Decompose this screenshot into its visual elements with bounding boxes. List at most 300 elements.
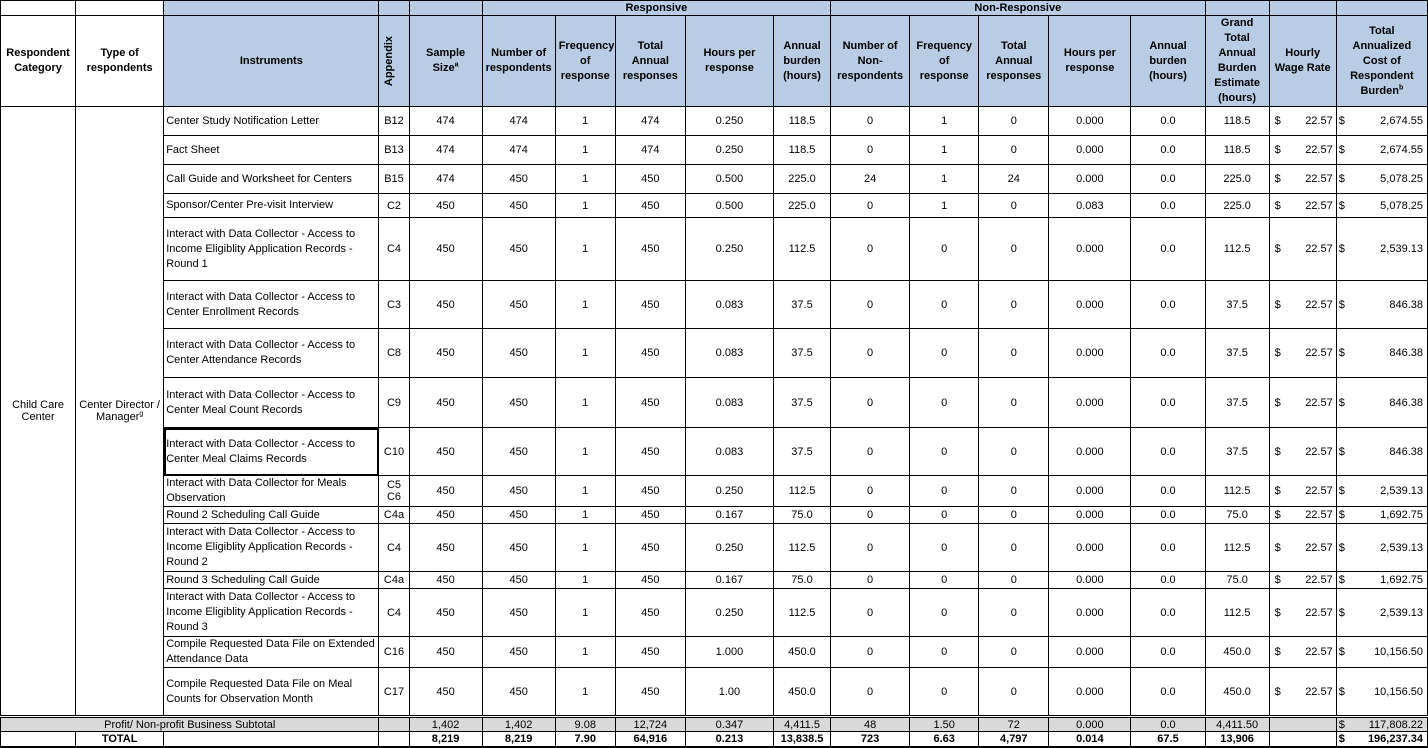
sample-cell: 450 bbox=[409, 637, 482, 668]
n-total-cell: 0 bbox=[979, 378, 1049, 428]
n-burden-cell: 0.0 bbox=[1131, 428, 1205, 476]
r-burden-cell: 450.0 bbox=[773, 668, 830, 717]
currency-symbol: $ bbox=[1336, 107, 1356, 136]
cost-cell: 2,539.13 bbox=[1356, 476, 1427, 507]
r-freq-cell: 1 bbox=[555, 428, 615, 476]
total-row[interactable] bbox=[1, 732, 1428, 747]
cost-cell: 1,692.75 bbox=[1356, 507, 1427, 524]
n-hours-cell: 0.000 bbox=[1049, 476, 1131, 507]
n-freq-cell: 1 bbox=[910, 136, 979, 165]
currency-symbol: $ bbox=[1336, 717, 1356, 732]
n-num-cell: 0 bbox=[831, 329, 910, 378]
n-total-cell: 0 bbox=[979, 524, 1049, 572]
appendix-cell: C10 bbox=[379, 428, 409, 476]
n-hours-cell: 0.000 bbox=[1049, 136, 1131, 165]
r-hours-cell: 0.083 bbox=[685, 378, 773, 428]
n-burden-cell: 0.0 bbox=[1131, 218, 1205, 281]
r-total-cell: 474 bbox=[615, 107, 685, 136]
r-num-cell: 450 bbox=[482, 524, 555, 572]
table-body bbox=[1, 107, 1428, 747]
wage-cell: 22.57 bbox=[1291, 107, 1336, 136]
n-total-cell: 0 bbox=[979, 589, 1049, 637]
r-hours-cell: 0.167 bbox=[685, 572, 773, 589]
appendix-cell: C2 bbox=[379, 194, 409, 218]
cost-cell: 1,692.75 bbox=[1356, 572, 1427, 589]
n-hours-cell: 0.000 bbox=[1049, 572, 1131, 589]
appendix-cell: B13 bbox=[379, 136, 409, 165]
cost-cell: 2,674.55 bbox=[1356, 107, 1427, 136]
cost-cell: 846.38 bbox=[1356, 428, 1427, 476]
grand-cell: 37.5 bbox=[1205, 281, 1269, 329]
subtotal-row[interactable] bbox=[1, 717, 1428, 732]
table-row[interactable] bbox=[1, 218, 1428, 281]
currency-symbol: $ bbox=[1336, 218, 1356, 281]
r-num-cell: 450 bbox=[482, 194, 555, 218]
appendix-cell: B12 bbox=[379, 107, 409, 136]
table-row[interactable] bbox=[1, 378, 1428, 428]
r-burden-cell: 37.5 bbox=[773, 329, 830, 378]
wage-cell: 22.57 bbox=[1291, 589, 1336, 637]
grand-cell: 75.0 bbox=[1205, 572, 1269, 589]
header-total-cost bbox=[1336, 16, 1427, 107]
subtotal-r-burden: 4,411.5 bbox=[773, 717, 830, 732]
wage-cell: 22.57 bbox=[1291, 136, 1336, 165]
wage-cell: 22.57 bbox=[1291, 378, 1336, 428]
currency-symbol: $ bbox=[1269, 329, 1291, 378]
total-sample: 8,219 bbox=[409, 732, 482, 747]
r-freq-cell: 1 bbox=[555, 378, 615, 428]
cost-cell: 5,078.25 bbox=[1356, 194, 1427, 218]
r-total-cell: 450 bbox=[615, 281, 685, 329]
grand-cell: 37.5 bbox=[1205, 329, 1269, 378]
table-row[interactable] bbox=[1, 524, 1428, 572]
wage-cell: 22.57 bbox=[1291, 329, 1336, 378]
subtotal-label: Profit/ Non-profit Business Subtotal bbox=[1, 717, 379, 732]
sample-cell: 450 bbox=[409, 524, 482, 572]
currency-symbol: $ bbox=[1269, 165, 1291, 194]
subtotal-grand: 4,411.50 bbox=[1205, 717, 1269, 732]
header-blank bbox=[1269, 1, 1336, 16]
currency-symbol: $ bbox=[1336, 637, 1356, 668]
table-row[interactable] bbox=[1, 668, 1428, 717]
r-total-cell: 450 bbox=[615, 572, 685, 589]
r-hours-cell: 0.083 bbox=[685, 329, 773, 378]
r-burden-cell: 37.5 bbox=[773, 281, 830, 329]
subtotal-n-total: 72 bbox=[979, 717, 1049, 732]
header-resp-total-annual: Total Annual responses bbox=[615, 16, 685, 107]
n-num-cell: 0 bbox=[831, 476, 910, 507]
table-row[interactable] bbox=[1, 329, 1428, 378]
header-blank bbox=[1336, 1, 1427, 16]
r-freq-cell: 1 bbox=[555, 572, 615, 589]
n-freq-cell: 0 bbox=[910, 572, 979, 589]
r-freq-cell: 1 bbox=[555, 136, 615, 165]
respondent-category-cell: Child Care Center bbox=[1, 107, 76, 717]
currency-symbol: $ bbox=[1336, 194, 1356, 218]
r-hours-cell: 0.500 bbox=[685, 165, 773, 194]
r-freq-cell: 1 bbox=[555, 107, 615, 136]
total-grand: 13,906 bbox=[1205, 732, 1269, 747]
currency-symbol: $ bbox=[1336, 281, 1356, 329]
cost-cell: 10,156.50 bbox=[1356, 637, 1427, 668]
r-num-cell: 450 bbox=[482, 378, 555, 428]
subtotal-r-hours: 0.347 bbox=[685, 717, 773, 732]
r-num-cell: 474 bbox=[482, 107, 555, 136]
n-total-cell: 0 bbox=[979, 281, 1049, 329]
n-burden-cell: 0.0 bbox=[1131, 637, 1205, 668]
subtotal-r-total: 12,724 bbox=[615, 717, 685, 732]
header-responsive-group: Responsive bbox=[482, 1, 830, 16]
r-freq-cell: 1 bbox=[555, 637, 615, 668]
table-row[interactable] bbox=[1, 507, 1428, 524]
r-freq-cell: 1 bbox=[555, 476, 615, 507]
subtotal-n-num: 48 bbox=[831, 717, 910, 732]
header-resp-hours: Hours per response bbox=[685, 16, 773, 107]
n-burden-cell: 0.0 bbox=[1131, 136, 1205, 165]
sample-cell: 450 bbox=[409, 589, 482, 637]
instrument-cell: Interact with Data Collector - Access to Income Eligiblity Application Records - Round 1 bbox=[164, 218, 379, 281]
r-num-cell: 450 bbox=[482, 589, 555, 637]
currency-symbol: $ bbox=[1336, 165, 1356, 194]
table-row[interactable] bbox=[1, 637, 1428, 668]
instrument-cell: Interact with Data Collector - Access to Center Attendance Records bbox=[164, 329, 379, 378]
total-r-hours: 0.213 bbox=[685, 732, 773, 747]
appendix-cell: C17 bbox=[379, 668, 409, 717]
subtotal-r-num: 1,402 bbox=[482, 717, 555, 732]
total-cost: 196,237.34 bbox=[1356, 732, 1427, 747]
header-resp-burden: Annual burden (hours) bbox=[773, 16, 830, 107]
n-freq-cell: 0 bbox=[910, 476, 979, 507]
n-num-cell: 0 bbox=[831, 136, 910, 165]
r-burden-cell: 450.0 bbox=[773, 637, 830, 668]
r-hours-cell: 0.250 bbox=[685, 107, 773, 136]
r-num-cell: 450 bbox=[482, 428, 555, 476]
header-total-cost-text: Total Annualized Cost of Respondent Burden bbox=[1350, 24, 1414, 97]
r-total-cell: 450 bbox=[615, 165, 685, 194]
r-burden-cell: 75.0 bbox=[773, 507, 830, 524]
instrument-cell: Compile Requested Data File on Extended Attendance Data bbox=[164, 637, 379, 668]
r-total-cell: 450 bbox=[615, 507, 685, 524]
footnote-a: a bbox=[454, 61, 459, 69]
n-total-cell: 24 bbox=[979, 165, 1049, 194]
header-appendix-text: Appendix bbox=[383, 35, 396, 87]
n-burden-cell: 0.0 bbox=[1131, 165, 1205, 194]
n-hours-cell: 0.000 bbox=[1049, 165, 1131, 194]
r-hours-cell: 0.250 bbox=[685, 136, 773, 165]
r-hours-cell: 0.167 bbox=[685, 507, 773, 524]
appendix-cell: C4 bbox=[379, 524, 409, 572]
n-freq-cell: 0 bbox=[910, 524, 979, 572]
sample-cell: 450 bbox=[409, 329, 482, 378]
n-burden-cell: 0.0 bbox=[1131, 524, 1205, 572]
n-freq-cell: 0 bbox=[910, 507, 979, 524]
currency-symbol: $ bbox=[1336, 428, 1356, 476]
currency-symbol: $ bbox=[1336, 329, 1356, 378]
grand-cell: 112.5 bbox=[1205, 218, 1269, 281]
n-hours-cell: 0.000 bbox=[1049, 107, 1131, 136]
n-burden-cell: 0.0 bbox=[1131, 476, 1205, 507]
r-num-cell: 450 bbox=[482, 329, 555, 378]
total-n-total: 4,797 bbox=[979, 732, 1049, 747]
header-instruments: Instruments bbox=[164, 16, 379, 107]
r-total-cell: 450 bbox=[615, 378, 685, 428]
n-total-cell: 0 bbox=[979, 194, 1049, 218]
n-freq-cell: 0 bbox=[910, 329, 979, 378]
n-hours-cell: 0.000 bbox=[1049, 524, 1131, 572]
wage-cell: 22.57 bbox=[1291, 637, 1336, 668]
cost-cell: 846.38 bbox=[1356, 329, 1427, 378]
instrument-cell: Interact with Data Collector - Access to Center Meal Claims Records bbox=[164, 428, 379, 476]
instrument-cell: Center Study Notification Letter bbox=[164, 107, 379, 136]
subtotal-n-hours: 0.000 bbox=[1049, 717, 1131, 732]
wage-cell: 22.57 bbox=[1291, 476, 1336, 507]
currency-symbol: $ bbox=[1269, 136, 1291, 165]
wage-cell: 22.57 bbox=[1291, 668, 1336, 717]
r-total-cell: 450 bbox=[615, 476, 685, 507]
r-freq-cell: 1 bbox=[555, 218, 615, 281]
n-freq-cell: 1 bbox=[910, 107, 979, 136]
currency-symbol: $ bbox=[1336, 572, 1356, 589]
r-hours-cell: 0.083 bbox=[685, 428, 773, 476]
appendix-cell: C16 bbox=[379, 637, 409, 668]
currency-symbol: $ bbox=[1269, 668, 1291, 717]
wage-cell: 22.57 bbox=[1291, 507, 1336, 524]
r-burden-cell: 37.5 bbox=[773, 378, 830, 428]
appendix-cell: C8 bbox=[379, 329, 409, 378]
sample-cell: 450 bbox=[409, 476, 482, 507]
header-nonresp-total-annual: Total Annual responses bbox=[979, 16, 1049, 107]
n-freq-cell: 0 bbox=[910, 218, 979, 281]
r-hours-cell: 0.250 bbox=[685, 218, 773, 281]
cell bbox=[1269, 732, 1336, 747]
cell bbox=[164, 732, 379, 747]
r-freq-cell: 1 bbox=[555, 165, 615, 194]
instrument-cell: Interact with Data Collector - Access to Center Meal Count Records bbox=[164, 378, 379, 428]
header-sample-size bbox=[409, 16, 482, 107]
r-total-cell: 450 bbox=[615, 524, 685, 572]
table-row[interactable] bbox=[1, 194, 1428, 218]
wage-cell: 22.57 bbox=[1291, 194, 1336, 218]
total-n-num: 723 bbox=[831, 732, 910, 747]
table-row[interactable] bbox=[1, 428, 1428, 476]
subtotal-r-freq: 9.08 bbox=[555, 717, 615, 732]
footnote-b: b bbox=[1398, 83, 1404, 91]
n-num-cell: 0 bbox=[831, 524, 910, 572]
instrument-cell: Sponsor/Center Pre-visit Interview bbox=[164, 194, 379, 218]
r-burden-cell: 37.5 bbox=[773, 428, 830, 476]
currency-symbol: $ bbox=[1336, 476, 1356, 507]
r-freq-cell: 1 bbox=[555, 194, 615, 218]
n-total-cell: 0 bbox=[979, 218, 1049, 281]
r-burden-cell: 75.0 bbox=[773, 572, 830, 589]
instrument-cell: Interact with Data Collector for Meals Observation bbox=[164, 476, 379, 507]
n-total-cell: 0 bbox=[979, 572, 1049, 589]
grand-cell: 118.5 bbox=[1205, 107, 1269, 136]
currency-symbol: $ bbox=[1336, 507, 1356, 524]
n-total-cell: 0 bbox=[979, 136, 1049, 165]
n-hours-cell: 0.000 bbox=[1049, 378, 1131, 428]
r-num-cell: 450 bbox=[482, 668, 555, 717]
header-nonresp-frequency: Frequency of response bbox=[910, 16, 979, 107]
r-freq-cell: 1 bbox=[555, 668, 615, 717]
header-sample-size-text: Sample Size bbox=[425, 47, 466, 74]
table-row[interactable] bbox=[1, 165, 1428, 194]
total-r-total: 64,916 bbox=[615, 732, 685, 747]
appendix-cell: C4a bbox=[379, 507, 409, 524]
currency-symbol: $ bbox=[1269, 589, 1291, 637]
total-n-hours: 0.014 bbox=[1049, 732, 1131, 747]
n-burden-cell: 0.0 bbox=[1131, 281, 1205, 329]
r-hours-cell: 1.00 bbox=[685, 668, 773, 717]
r-burden-cell: 225.0 bbox=[773, 165, 830, 194]
wage-cell: 22.57 bbox=[1291, 428, 1336, 476]
header-blank bbox=[76, 1, 164, 16]
header-nonresp-number: Number of Non-respondents bbox=[831, 16, 910, 107]
grand-cell: 225.0 bbox=[1205, 194, 1269, 218]
n-freq-cell: 1 bbox=[910, 165, 979, 194]
r-hours-cell: 0.500 bbox=[685, 194, 773, 218]
subtotal-cost: 117,808.22 bbox=[1356, 717, 1427, 732]
header-resp-number: Number of respondents bbox=[482, 16, 555, 107]
r-burden-cell: 225.0 bbox=[773, 194, 830, 218]
n-num-cell: 24 bbox=[831, 165, 910, 194]
cost-cell: 846.38 bbox=[1356, 378, 1427, 428]
grand-cell: 450.0 bbox=[1205, 668, 1269, 717]
grand-cell: 112.5 bbox=[1205, 589, 1269, 637]
subtotal-sample: 1,402 bbox=[409, 717, 482, 732]
respondent-type-text: Center Director / Manager bbox=[79, 399, 160, 423]
instrument-cell: Fact Sheet bbox=[164, 136, 379, 165]
table-row[interactable] bbox=[1, 281, 1428, 329]
header-respondent-category: Respondent Category bbox=[1, 16, 76, 107]
table-row[interactable] bbox=[1, 136, 1428, 165]
table-row[interactable] bbox=[1, 589, 1428, 637]
r-freq-cell: 1 bbox=[555, 329, 615, 378]
r-burden-cell: 112.5 bbox=[773, 524, 830, 572]
currency-symbol: $ bbox=[1269, 218, 1291, 281]
table-row[interactable] bbox=[1, 476, 1428, 507]
n-burden-cell: 0.0 bbox=[1131, 572, 1205, 589]
r-freq-cell: 1 bbox=[555, 281, 615, 329]
table-row[interactable] bbox=[1, 107, 1428, 136]
r-hours-cell: 0.250 bbox=[685, 524, 773, 572]
r-freq-cell: 1 bbox=[555, 589, 615, 637]
n-freq-cell: 0 bbox=[910, 281, 979, 329]
grand-cell: 225.0 bbox=[1205, 165, 1269, 194]
total-n-burden: 67.5 bbox=[1131, 732, 1205, 747]
n-hours-cell: 0.000 bbox=[1049, 668, 1131, 717]
n-num-cell: 0 bbox=[831, 281, 910, 329]
instrument-cell: Interact with Data Collector - Access to Center Enrollment Records bbox=[164, 281, 379, 329]
n-total-cell: 0 bbox=[979, 476, 1049, 507]
appendix-cell: C4a bbox=[379, 572, 409, 589]
n-total-cell: 0 bbox=[979, 107, 1049, 136]
r-total-cell: 450 bbox=[615, 329, 685, 378]
grand-cell: 37.5 bbox=[1205, 428, 1269, 476]
n-num-cell: 0 bbox=[831, 218, 910, 281]
total-r-freq: 7.90 bbox=[555, 732, 615, 747]
header-nonresp-hours: Hours per response bbox=[1049, 16, 1131, 107]
r-burden-cell: 112.5 bbox=[773, 589, 830, 637]
header-nonresponsive-group: Non-Responsive bbox=[831, 1, 1206, 16]
sample-cell: 450 bbox=[409, 428, 482, 476]
cost-cell: 2,539.13 bbox=[1356, 524, 1427, 572]
header-type-of-respondents: Type of respondents bbox=[76, 16, 164, 107]
n-burden-cell: 0.0 bbox=[1131, 378, 1205, 428]
currency-symbol: $ bbox=[1336, 668, 1356, 717]
header-resp-frequency: Frequency of response bbox=[555, 16, 615, 107]
instrument-cell: Compile Requested Data File on Meal Counts for Observation Month bbox=[164, 668, 379, 717]
header-blank bbox=[1, 1, 76, 16]
n-burden-cell: 0.0 bbox=[1131, 107, 1205, 136]
total-label: TOTAL bbox=[76, 732, 164, 747]
instrument-cell: Interact with Data Collector - Access to Income Eligiblity Application Records - Round 2 bbox=[164, 524, 379, 572]
currency-symbol: $ bbox=[1336, 378, 1356, 428]
table-row[interactable] bbox=[1, 572, 1428, 589]
header-row bbox=[1, 16, 1428, 107]
n-num-cell: 0 bbox=[831, 589, 910, 637]
sample-cell: 450 bbox=[409, 507, 482, 524]
cell bbox=[1269, 717, 1336, 732]
currency-symbol: $ bbox=[1269, 107, 1291, 136]
n-hours-cell: 0.000 bbox=[1049, 329, 1131, 378]
instrument-cell: Round 2 Scheduling Call Guide bbox=[164, 507, 379, 524]
r-total-cell: 450 bbox=[615, 218, 685, 281]
cell bbox=[379, 717, 409, 732]
currency-symbol: $ bbox=[1269, 507, 1291, 524]
r-num-cell: 450 bbox=[482, 507, 555, 524]
r-freq-cell: 1 bbox=[555, 524, 615, 572]
sample-cell: 450 bbox=[409, 281, 482, 329]
appendix-cell: C3 bbox=[379, 281, 409, 329]
n-freq-cell: 0 bbox=[910, 668, 979, 717]
subtotal-n-freq: 1.50 bbox=[910, 717, 979, 732]
r-num-cell: 450 bbox=[482, 476, 555, 507]
currency-symbol: $ bbox=[1269, 476, 1291, 507]
n-burden-cell: 0.0 bbox=[1131, 329, 1205, 378]
n-total-cell: 0 bbox=[979, 668, 1049, 717]
appendix-cell: B15 bbox=[379, 165, 409, 194]
total-n-freq: 6.63 bbox=[910, 732, 979, 747]
r-total-cell: 450 bbox=[615, 637, 685, 668]
cost-cell: 5,078.25 bbox=[1356, 165, 1427, 194]
r-burden-cell: 112.5 bbox=[773, 218, 830, 281]
r-num-cell: 450 bbox=[482, 165, 555, 194]
currency-symbol: $ bbox=[1269, 378, 1291, 428]
n-num-cell: 0 bbox=[831, 668, 910, 717]
n-burden-cell: 0.0 bbox=[1131, 589, 1205, 637]
currency-symbol: $ bbox=[1336, 589, 1356, 637]
r-num-cell: 450 bbox=[482, 218, 555, 281]
n-total-cell: 0 bbox=[979, 507, 1049, 524]
n-freq-cell: 1 bbox=[910, 194, 979, 218]
footnote-g: g bbox=[139, 410, 144, 418]
cost-cell: 2,674.55 bbox=[1356, 136, 1427, 165]
wage-cell: 22.57 bbox=[1291, 165, 1336, 194]
n-burden-cell: 0.0 bbox=[1131, 194, 1205, 218]
n-num-cell: 0 bbox=[831, 378, 910, 428]
n-freq-cell: 0 bbox=[910, 589, 979, 637]
n-burden-cell: 0.0 bbox=[1131, 507, 1205, 524]
header-hourly-wage: Hourly Wage Rate bbox=[1269, 16, 1336, 107]
header-grand-total: Grand Total Annual Burden Estimate (hours) bbox=[1205, 16, 1269, 107]
n-hours-cell: 0.000 bbox=[1049, 507, 1131, 524]
r-burden-cell: 112.5 bbox=[773, 476, 830, 507]
r-hours-cell: 1.000 bbox=[685, 637, 773, 668]
header-nonresp-burden: Annual burden (hours) bbox=[1131, 16, 1205, 107]
currency-symbol: $ bbox=[1269, 637, 1291, 668]
r-total-cell: 474 bbox=[615, 136, 685, 165]
